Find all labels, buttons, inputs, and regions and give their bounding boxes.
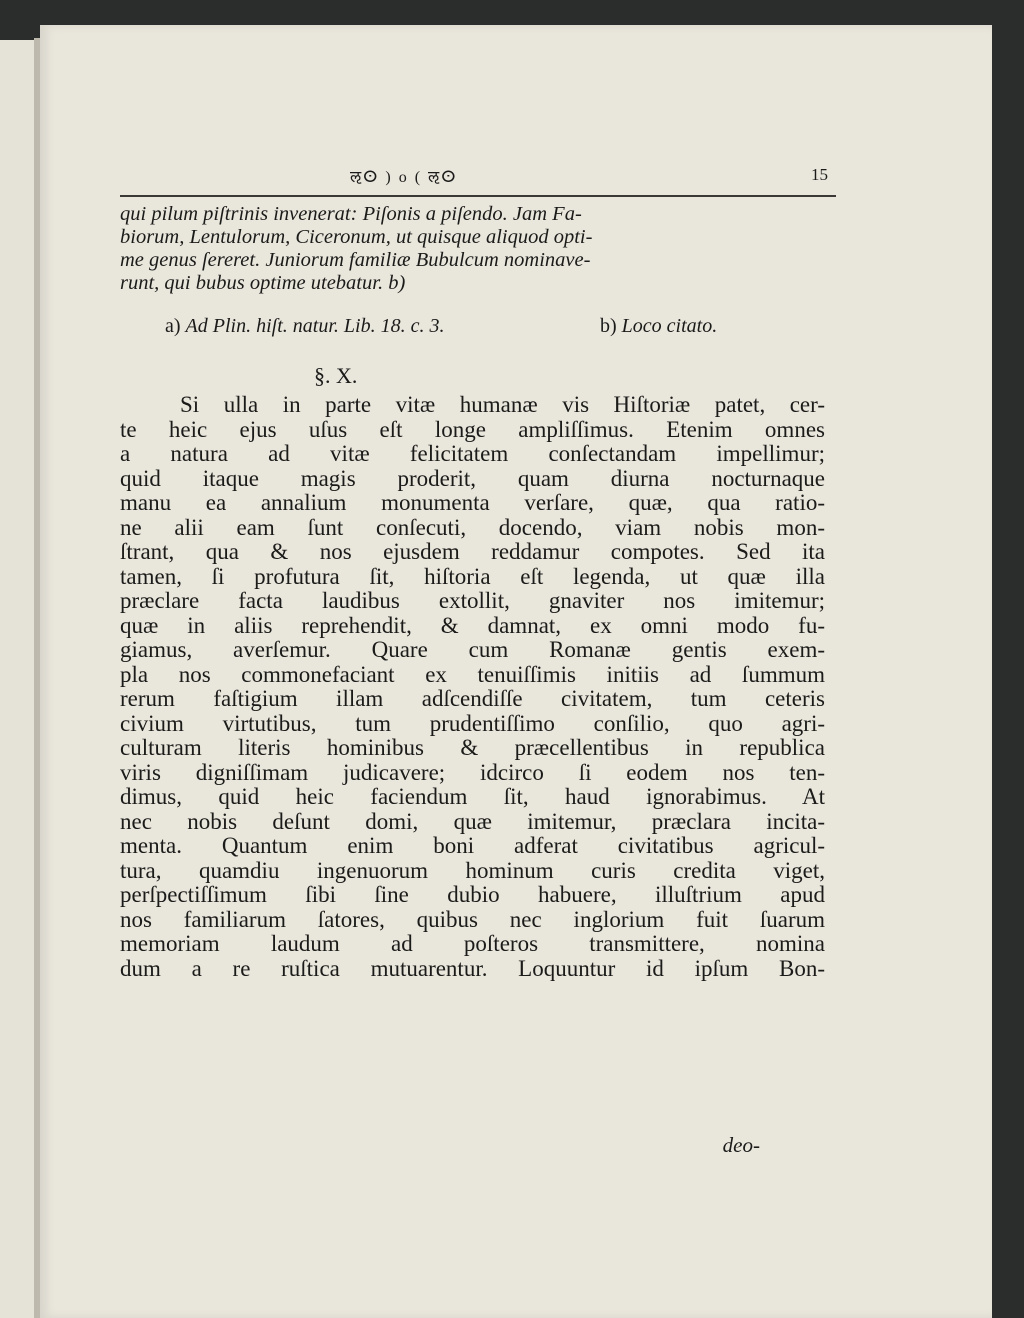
body-line: menta. Quantum enim boni adferat civitatibus agricul- bbox=[120, 833, 825, 858]
body-line: a natura ad vitæ felicitatem conſectandam impellimur; bbox=[120, 441, 825, 466]
footnote-b bbox=[600, 315, 717, 338]
body-line: perſpectiſſimum ſibi ſine dubio habuere, illuſtrium apud bbox=[120, 882, 825, 907]
body-line: ſtrant, qua & nos ejusdem reddamur compotes. Sed ita bbox=[120, 539, 825, 564]
page-content bbox=[120, 157, 828, 981]
book-page bbox=[40, 25, 992, 1318]
running-header bbox=[120, 165, 828, 195]
catchword: deo- bbox=[722, 1133, 760, 1157]
body-line: quæ in aliis reprehendit, & damnat, ex omni modo fu- bbox=[120, 612, 825, 638]
body-line: tamen, ſi profutura ſit, hiſtoria eſt legenda, ut quæ illa bbox=[120, 563, 825, 589]
intro-line: qui pilum piſtrinis invenerat: Piſonis a piſendo. Jam Fa- bbox=[120, 203, 582, 225]
body-line: nos familiarum ſatores, quibus nec inglorium fuit ſuarum bbox=[120, 906, 825, 932]
body-line: te heic ejus uſus eſt longe ampliſſimus. Etenim omnes bbox=[120, 416, 825, 442]
body-line: rerum faſtigium illam adſcendiſſe civitatem, tum ceteris bbox=[120, 686, 825, 711]
body-line: civium virtutibus, tum prudentiſſimo conſilio, quo agri- bbox=[120, 710, 825, 736]
intro-line: me genus ſereret. Juniorum familiæ Bubulcum nominave- bbox=[120, 249, 591, 271]
footnote-b-label: b) bbox=[600, 315, 617, 337]
body-line: giamus, averſemur. Quare cum Romanæ gentis exem- bbox=[120, 637, 825, 662]
footnotes bbox=[120, 315, 820, 345]
footnote-a-text: Ad Plin. hiſt. natur. Lib. 18. c. 3. bbox=[185, 315, 445, 337]
body-line: manu ea annalium monumenta verſare, quæ, qua ratio- bbox=[120, 490, 825, 515]
body-line: pla nos commonefaciant ex tenuiſſimis initiis ad ſummum bbox=[120, 661, 825, 687]
body-line: dimus, quid heic faciendum ſit, haud ignorabimus. At bbox=[120, 784, 825, 809]
section-heading: §. X. bbox=[314, 363, 358, 388]
body-line: tura, quamdiu ingenuorum hominum curis credita viget, bbox=[120, 857, 825, 883]
body-line: memoriam laudum ad poſteros transmittere, nomina bbox=[120, 931, 825, 956]
body-paragraph bbox=[120, 393, 825, 981]
page-number: 15 bbox=[811, 165, 828, 184]
footnote-a-label: a) bbox=[165, 315, 181, 337]
footnote-b-text: Loco citato. bbox=[621, 315, 718, 337]
body-line: culturam literis hominibus & præcellentibus in republica bbox=[120, 735, 825, 760]
body-line: præclare facta laudibus extollit, gnaviter nos imitemur; bbox=[120, 588, 825, 613]
body-line: ne alii eam ſunt conſecuti, docendo, viam nobis mon- bbox=[120, 514, 825, 540]
intro-line: biorum, Lentulorum, Ciceronum, ut quisque aliquod opti- bbox=[120, 226, 593, 248]
body-line: viris digniſſimam judicavere; idcirco ſi eodem nos ten- bbox=[120, 759, 825, 785]
intro-paragraph bbox=[120, 203, 840, 295]
body-line: Si ulla in parte vitæ humanæ vis Hiſtoriæ patet, cer- bbox=[180, 392, 825, 417]
header-rule bbox=[120, 195, 836, 197]
body-line: quid itaque magis proderit, quam diurna nocturnaque bbox=[120, 465, 825, 491]
header-ornament: ऌⵙ ) o ( ऌⵙ bbox=[350, 169, 458, 186]
body-line: nec nobis deſunt domi, quæ imitemur, præclara incita- bbox=[120, 808, 825, 834]
footnote-a bbox=[165, 315, 444, 338]
intro-line: runt, qui bubus optime utebatur. b) bbox=[120, 272, 406, 294]
body-line: dum a re ruſtica mutuarentur. Loquuntur id ipſum Bon- bbox=[120, 955, 825, 981]
